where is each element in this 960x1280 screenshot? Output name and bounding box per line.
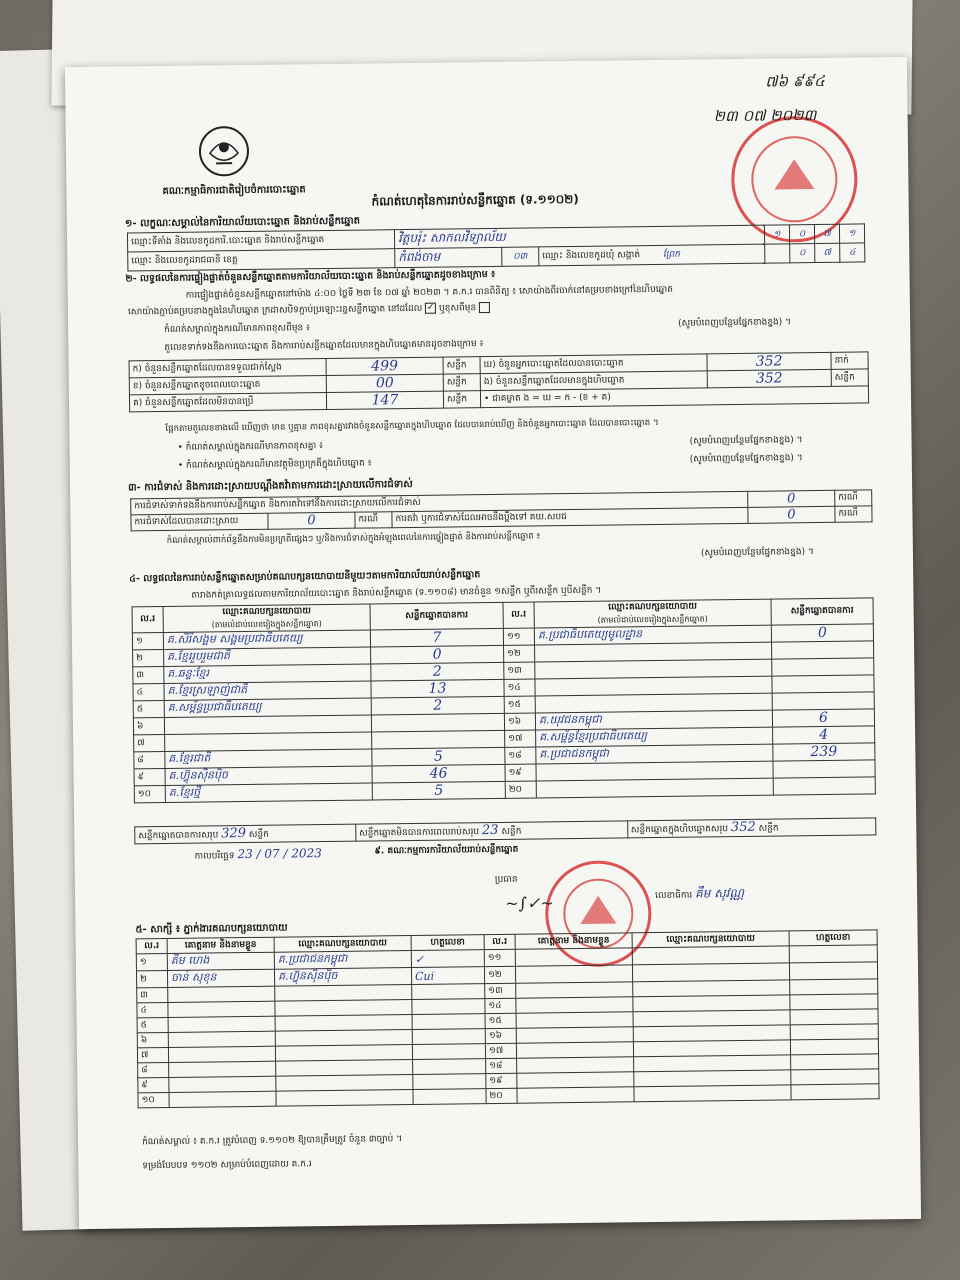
party-votes: 0 <box>771 624 873 642</box>
commune-value: ព្រែក <box>662 249 680 260</box>
witness-signature <box>790 1039 878 1055</box>
witness-number: ៥ <box>137 1017 168 1032</box>
w-col-name: គោត្តនាម និងនាមខ្លួន <box>167 937 274 953</box>
party-votes: 2 <box>371 696 504 715</box>
party-votes <box>372 730 505 749</box>
witness-number: ៧ <box>137 1047 168 1062</box>
col-party <box>163 604 370 633</box>
party-number: ៨ <box>134 752 165 769</box>
different-label: ឬខុសពីមុន <box>438 303 477 314</box>
party-number: ២ <box>133 650 164 667</box>
party-number: ១៣ <box>504 662 535 679</box>
party-votes: 6 <box>772 709 874 727</box>
party-votes <box>772 675 874 693</box>
witness-signature <box>791 1069 879 1085</box>
party-votes <box>371 713 504 732</box>
witness-number: ១០ <box>138 1092 169 1107</box>
witness-party <box>276 1060 413 1077</box>
total-valid-unit: សន្លឹក <box>248 829 269 840</box>
date-value: 23 / 07 / 2023 <box>237 846 322 862</box>
witness-party <box>275 1000 412 1017</box>
commission-label: ៩. គណៈកម្មការការិយាល័យរាប់សន្លឹកឆ្នោត <box>374 844 519 857</box>
discrepancy-fill: (សូមបំពេញបន្ថែមផ្នែកខាងខ្នង) ។ <box>689 435 803 447</box>
party-votes <box>772 692 874 710</box>
witness-name <box>168 1001 275 1017</box>
col-party-label-2: ឈ្មោះគណបក្សនយោបាយ <box>608 601 697 613</box>
commune-code-2: ៧ <box>815 243 840 262</box>
witness-number: ១ <box>136 954 167 971</box>
total-invalid-cell <box>356 821 628 841</box>
voters-value: 352 <box>707 352 831 371</box>
ballot-figures-table <box>129 351 870 412</box>
same-checkbox[interactable]: ✓ <box>426 302 435 313</box>
organization-name: គណៈកម្មាធិការជាតិរៀបចំការបោះឆ្នោត <box>162 184 306 198</box>
totals-row <box>134 817 876 844</box>
secretary-line <box>655 885 744 904</box>
section2-title: ២- លទ្ធផលនៃការផ្ទៀងផ្ទាត់ចំនួនសន្លឹកឆ្នោតតាមការិយាល័យបោះឆ្នោត និងរាប់សន្លឹកឆ្នោតដូចខាងក្រោម ៖ <box>125 268 496 285</box>
secretary-label: លេខាធិការ <box>655 890 693 902</box>
col-no: ល.រ <box>132 607 163 633</box>
spoiled-unit: សន្លឹក <box>443 374 480 391</box>
party-number: ១៥ <box>504 696 535 713</box>
witness-name: ចាន់ សុខុន <box>167 969 274 987</box>
section5-title: ៥- សាក្សី ៖ ភ្នាក់ងារគណបក្សនយោបាយ <box>135 922 288 936</box>
witness-number: ១២ <box>484 966 515 983</box>
president-label: ប្រធាន <box>494 874 518 885</box>
party-number: ៣ <box>133 667 164 684</box>
voters-unit: នាក់ <box>831 352 868 369</box>
witness-number: ២ <box>136 971 167 988</box>
witness-name <box>516 1027 633 1043</box>
commune-code-1: ០ <box>790 244 815 263</box>
witness-name <box>168 1031 275 1047</box>
witness-number: ២០ <box>486 1088 517 1103</box>
party-name: គ.ឆន្ទៈខ្មែរ <box>164 664 371 684</box>
appeal-unit: ករណី <box>835 506 872 522</box>
province-code: ០៣ <box>502 247 539 266</box>
witness-signature <box>790 994 878 1010</box>
witness-name <box>517 1057 634 1073</box>
difference-note-fill: (សូមបំពេញបន្ថែមផ្នែកខាងខ្នង) ។ <box>678 317 792 329</box>
witness-name: គឹម ហេង <box>167 952 274 970</box>
date-label: កាលបរិច្ឆេទ <box>194 851 235 862</box>
party-name: គ.ខ្មែរថ្មី <box>165 783 372 803</box>
party-votes: 239 <box>773 743 875 761</box>
witness-number: ១៩ <box>486 1073 517 1088</box>
party-number: ៤ <box>133 684 164 701</box>
witness-table <box>136 929 880 1108</box>
witness-signature <box>789 945 877 963</box>
total-valid-label: សន្លឹកឆ្នោតបានការសរុប <box>138 830 219 842</box>
figures-intro: តួលេខទាក់ទងនឹងការបោះឆ្នោត និងការរាប់សន្លឹកឆ្នោតដែលមានក្នុងហិបឆ្នោតមានដូចខាងក្រោម ៖ <box>164 339 484 353</box>
party-votes: 0 <box>371 645 504 664</box>
irregularity-fill: (សូមបំពេញបន្ថែមផ្នែកខាងខ្នង) ។ <box>689 453 803 465</box>
col-party-label: ឈ្មោះគណបក្សនយោបាយ <box>222 606 311 618</box>
total-box-cell <box>627 818 876 838</box>
witness-number: ១១ <box>484 949 515 966</box>
party-number: ៩ <box>134 769 165 786</box>
w-col-no-2: ល.រ <box>484 934 515 949</box>
party-votes: 46 <box>372 764 505 783</box>
discrepancy-note: • កំណត់សម្គាល់ក្នុងករណីមានភាពខុសគ្នា ៖ <box>177 441 324 453</box>
witness-number: ១៦ <box>485 1028 516 1043</box>
col-votes-2: សន្លឹកឆ្នោតបានការ <box>771 598 873 625</box>
party-votes <box>772 641 874 659</box>
ballots-in-box-label: ង) ចំនួនសន្លឹកឆ្នោតដែលមានក្នុងហិបឆ្នោត <box>480 371 707 391</box>
witness-signature <box>413 1089 486 1105</box>
witness-name <box>515 948 632 966</box>
witness-name <box>516 997 633 1013</box>
witness-party <box>276 1075 413 1092</box>
resolved-label: ការជំទាស់ដែលបានដោះស្រាយ <box>131 513 268 531</box>
party-number: ១៤ <box>504 679 535 696</box>
party-number: ១២ <box>504 645 535 662</box>
col-party-sub-2: (តាមលំដាប់លេខរៀងក្នុងសន្លឹកឆ្នោត) <box>597 614 708 625</box>
witness-signature <box>412 1029 485 1045</box>
party-number: ២០ <box>505 781 536 798</box>
empty-code-cell <box>765 244 790 263</box>
witness-number: ១៨ <box>486 1058 517 1073</box>
total-valid-value: 329 <box>221 826 247 842</box>
president-signature: ~∫✓~ <box>505 893 554 913</box>
witness-name <box>169 1061 276 1077</box>
form-title: កំណត់ហេតុនៃការរាប់សន្លឹកឆ្នោត (ទ.១១០២) <box>371 191 579 209</box>
witness-name <box>169 1076 276 1092</box>
witness-name <box>516 1012 633 1028</box>
unused-label: គ) ចំនួនសន្លឹកឆ្នោតដែលមិនបានប្រើ <box>129 393 326 412</box>
form-sheet <box>65 57 921 1229</box>
section1-table <box>127 223 865 271</box>
spoiled-value: 00 <box>326 374 443 392</box>
witness-number: ៩ <box>138 1077 169 1092</box>
party-number: ៦ <box>133 718 164 735</box>
verification-paragraph-2 <box>128 302 490 319</box>
total-invalid-value: 23 <box>481 822 499 839</box>
verification-paragraph-1: ការផ្ទៀងផ្ទាត់ចំនួនសន្លឹកឆ្នោតនៅម៉ោង ៤:០០ ថ្ងៃទី ២៣ ខែ ០៧ ឆ្នាំ ២០២៣ ។ គ.ក.រ បានពិនិត្យ ៖ សោយ៉ាងពីរចាក់នៅគម្របខាងក្រៅនៃហិបឆ្នោត <box>185 284 674 301</box>
witness-signature <box>790 1009 878 1025</box>
party-votes <box>772 658 874 676</box>
appeal-label: ការតវ៉ា ឬការជំទាស់ដែលអាចនឹងប្តឹងទៅ គឃ.សបជ <box>392 507 748 527</box>
witness-number: ១៣ <box>485 983 516 998</box>
total-box-unit: សន្លឹក <box>758 823 779 834</box>
party-number: ៥ <box>133 701 164 718</box>
section1-title: ១- លក្ខណៈសម្គាល់នៃការិយាល័យបោះឆ្នោត និងរាប់សន្លឹកឆ្នោត <box>124 215 361 230</box>
w-col-sign: ហត្ថលេខា <box>411 935 484 951</box>
witness-signature: ✓ <box>411 950 484 968</box>
party-name: គ.ខ្មែរជាតិ <box>165 749 372 769</box>
voters-label: ឃ) ចំនួនអ្នកបោះឆ្នោតដែលបានបោះឆ្នោត <box>480 354 707 374</box>
witness-party <box>275 1030 412 1047</box>
total-invalid-label: សន្លឹកឆ្នោតមិនបានការពេលរាប់សរុប <box>359 827 480 839</box>
spoiled-label: ខ) ចំនួនសន្លឹកឆ្នោតខូចពេលបោះឆ្នោត <box>129 376 326 395</box>
witness-number: ១៥ <box>485 1013 516 1028</box>
witness-signature <box>789 962 877 980</box>
witness-signature <box>412 1014 485 1030</box>
party-name: គ.ប្រជាជនកម្ពុជា <box>536 744 773 764</box>
w-col-party-2: ឈ្មោះគណបក្សនយោបាយ <box>632 931 789 948</box>
witness-party <box>275 1045 412 1062</box>
witness-signature <box>791 1054 879 1070</box>
w-col-name-2: គោត្តនាម និងនាមខ្លួន <box>515 933 632 949</box>
objections-label: ការជំទាស់ទាក់ទងនឹងការរាប់សន្លឹកឆ្នោត និងការតវ៉ាទៅនឹងការដោះស្រាយលើការជំទាស់ <box>131 491 748 515</box>
party-number: ១ <box>132 633 163 650</box>
commune-code-3: ៤ <box>840 243 865 262</box>
witness-number: ៤ <box>137 1002 168 1017</box>
section3-title: ៣- ការជំទាស់ និងការដោះស្រាយបណ្តឹងតវ៉ាតាមការដោះស្រាយលើការជំទាស់ <box>128 478 413 494</box>
witness-party <box>276 1090 413 1107</box>
received-unit: សន្លឹក <box>443 357 480 374</box>
objections-table <box>130 489 872 531</box>
witness-signature <box>790 979 878 995</box>
handwritten-corner-number: ៧៦ ៩៩៤ <box>765 71 825 91</box>
location-code-2: ០ <box>789 225 814 244</box>
province-value: កំពង់ចាម <box>395 247 502 267</box>
witness-party: គ.ប្រជាជនកម្ពុជា <box>274 951 411 970</box>
date-line <box>194 846 321 864</box>
ballots-in-box-value: 352 <box>707 369 831 388</box>
party-votes <box>773 777 875 795</box>
party-number: ៧ <box>134 735 165 752</box>
party-name: គ.ប្រជាធិបតេយ្យមូលដ្ឋាន <box>534 625 771 645</box>
unused-unit: សន្លឹក <box>443 391 480 408</box>
w-col-sign-2: ហត្ថលេខា <box>789 930 877 946</box>
appeal-value: 0 <box>748 506 835 523</box>
witness-number: ៦ <box>137 1032 168 1047</box>
witness-name <box>517 1072 634 1088</box>
witness-name <box>169 1091 276 1107</box>
witness-signature <box>790 1024 878 1040</box>
formula: • ជាគម្លាត ង = ឃ = ក - (ខ + គ) <box>480 386 868 408</box>
party-votes: 5 <box>372 781 505 800</box>
unused-value: 147 <box>326 391 443 409</box>
secretary-name: គឹម សុវណ្ណ <box>695 885 745 901</box>
nec-emblem <box>196 123 253 180</box>
party-name: គ.សម្ព័ន្ធប្រជាធិបតេយ្យ <box>164 698 371 718</box>
party-name <box>536 778 773 798</box>
objection-note: កំណត់សម្គាល់ពាក់ព័ន្ធនឹងការមិនប្រក្រតីផ្សេងៗ ឬ/និងការជំទាស់ក្នុងអំឡុងពេលនៃការផ្ទៀងផ្ទាត់ និងការរាប់សន្លឹកឆ្នោត ៖ <box>166 531 541 546</box>
handwritten-corner-date: ២៣ ០៧ ២០២៣ <box>713 106 817 126</box>
party-name: គ.ខ្មែររួបរួមជាតិ <box>164 647 371 667</box>
w-col-party: ឈ្មោះគណបក្សនយោបាយ <box>274 936 411 953</box>
witness-number: ១៤ <box>485 998 516 1013</box>
party-number: ១៩ <box>505 764 536 781</box>
irregularity-note: • កំណត់សម្គាល់ក្នុងករណីមានវត្ថុមិនប្រក្រតីក្នុងហិបឆ្នោត ៖ <box>177 458 372 471</box>
total-invalid-unit: សន្លឹក <box>501 826 522 837</box>
discrepancy-statement: ផ្អែកតាមតួលេខខាងលើ ឃើញថា មាន ឬគ្មាន ភាពខុសគ្នារវាងចំនួនសន្លឹកឆ្នោតក្នុងហិបឆ្នោត ដែលបានរាប់ឃើញ និងចំនួនអ្នកបោះឆ្នោត ដែលបានបោះឆ្នោត ។ <box>165 417 659 434</box>
party-name: គ.ខ្មែរស្រឡាញ់ជាតិ <box>164 681 371 701</box>
total-box-label: សន្លឹកឆ្នោតក្នុងហិបឆ្នោតសរុប <box>630 824 729 836</box>
footnote: កំណត់សម្គាល់ ៖ គ.ក.រ ត្រូវបំពេញ ទ.១១០២ ឱ្យបានត្រឹមត្រូវ ចំនួន ៣ច្បាប់ ។ <box>142 1134 403 1148</box>
party-votes: 5 <box>372 747 505 766</box>
results-table <box>132 597 876 803</box>
w-col-no: ល.រ <box>136 939 167 954</box>
location-code-1: ១ <box>764 225 789 244</box>
party-number: ១៦ <box>504 713 535 730</box>
resolved-value: 0 <box>268 512 355 529</box>
objection-fill: (សូមបំពេញបន្ថែមផ្នែកខាងខ្នង) ។ <box>700 547 814 559</box>
col-votes: សន្លឹកឆ្នោតបានការ <box>370 602 503 630</box>
party-number: ១៨ <box>505 747 536 764</box>
objections-value: 0 <box>748 490 835 507</box>
witness-signature <box>413 1074 486 1090</box>
received-value: 499 <box>326 357 443 375</box>
witness-name <box>168 986 275 1002</box>
witness-name <box>515 965 632 983</box>
witness-name <box>517 1087 634 1103</box>
party-number: ១១ <box>503 628 534 645</box>
party-name: គ.ហ៊្វុនស៊ិនប៉ិច <box>165 766 372 786</box>
witness-party <box>632 963 789 982</box>
party-number: ១០ <box>134 786 165 803</box>
witness-number: ៨ <box>138 1062 169 1077</box>
party-name: គ.សម្ព័ន្ធខ្មែរប្រជាធិបតេយ្យ <box>536 727 773 747</box>
party-number: ១៧ <box>505 730 536 747</box>
witness-signature: Cui <box>411 967 484 985</box>
form-footer: ទម្រង់បែបបទ ១១០២ សម្រាប់បំពេញដោយ គ.ក.រ <box>142 1159 312 1172</box>
verification-paragraph-2-text: សោយ៉ាងភ្ជាប់គម្របខាងក្នុងនៃហិបឆ្នោត ក្រដាសបិទភ្ជាប់ប្រឡោះរន្ធសន្លឹកឆ្នោត នៅដដែល <box>127 303 423 318</box>
party-votes: 2 <box>371 662 504 681</box>
results-intro: តារាងកត់ត្រាលទ្ធផលតាមការិយាល័យបោះឆ្នោត និងរាប់សន្លឹកឆ្នោត (ទ.១១០៨) មានចំនួន ១សន្លឹក ឬពីរសន្លឹក ឬបីសន្លឹក ។ <box>191 585 602 601</box>
party-name: គ.យុវជនកម្ពុជា <box>535 710 772 730</box>
witness-party <box>632 946 789 965</box>
location-value: វិត្តបរ៉ុះ សាកលវិទ្យាល័យ <box>394 225 764 249</box>
party-votes: 4 <box>773 726 875 744</box>
difference-note-label: កំណត់សម្គាល់ក្នុងករណីមានភាពខុសពីមុន ៖ <box>164 323 311 335</box>
witness-signature <box>413 1059 486 1075</box>
ballots-in-box-unit: សន្លឹក <box>831 369 868 386</box>
section4-title: ៤- លទ្ធផលនៃការរាប់សន្លឹកឆ្នោតសម្រាប់គណបក្សនយោបាយនីមួយៗតាមការិយាល័យរាប់សន្លឹកឆ្នោត <box>129 569 481 585</box>
witness-signature <box>791 1084 879 1100</box>
party-votes <box>773 760 875 778</box>
party-votes: 13 <box>371 679 504 698</box>
party-name: គ.សិរីសង្គម សង្គមប្រជាធិបតេយ្យ <box>163 630 370 650</box>
witness-party: គ.ហ៊្វុនស៊ិនប៉ិច <box>274 968 411 987</box>
received-label: ក) ចំនួនសន្លឹកឆ្នោតដែលបានទទួលជាក់ស្តែង <box>129 359 326 378</box>
objections-unit: ករណី <box>835 490 872 506</box>
witness-party <box>275 1015 412 1032</box>
location-code-4: ១ <box>839 224 864 243</box>
col-no-2: ល.រ <box>503 602 534 628</box>
party-votes: 7 <box>370 628 503 647</box>
total-valid-cell <box>135 824 356 844</box>
witness-party <box>634 1085 791 1102</box>
witness-name <box>516 1042 633 1058</box>
location-label: ឈ្មោះទីតាំង និងលេខកូដការិ.បោះឆ្នោត និងរាប់សន្លឹកឆ្នោត <box>127 230 394 252</box>
commune-label: ឈ្មោះ និងលេខកូដឃុំ សង្កាត់ <box>542 249 641 261</box>
col-party-sub: (តាមលំដាប់លេខរៀងក្នុងសន្លឹកឆ្នោត) <box>211 619 322 630</box>
total-box-value: 352 <box>730 819 756 836</box>
commune-cell <box>539 244 765 266</box>
witness-number: ១៧ <box>485 1043 516 1058</box>
resolved-unit: ករណី <box>355 512 392 528</box>
witness-signature <box>412 999 485 1015</box>
different-checkbox[interactable] <box>479 302 490 313</box>
witness-name <box>168 1046 275 1062</box>
witness-name <box>168 1016 275 1032</box>
witness-signature <box>412 984 485 1000</box>
witness-name <box>516 982 633 998</box>
witness-party <box>275 985 412 1002</box>
col-party-2 <box>534 599 771 628</box>
province-label: ឈ្មោះ និងលេខកូដរាជធានី ខេត្ត <box>128 249 395 271</box>
witness-signature <box>412 1044 485 1060</box>
location-code-3: ៧ <box>814 224 839 243</box>
witness-number: ៣ <box>137 988 168 1003</box>
